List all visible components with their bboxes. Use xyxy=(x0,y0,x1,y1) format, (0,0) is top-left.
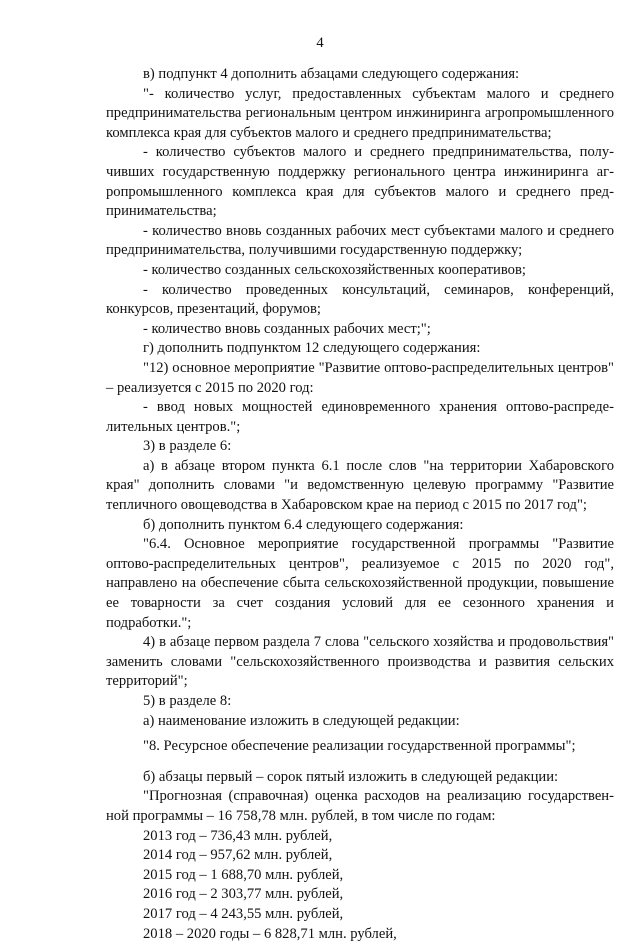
paragraph: "- количество услуг, предоставленных субъектам малого и среднего предпринимательства региональным центром инжиниринга агропромышленного комплекса края для субъектов малого и среднего предпринимательства; xyxy=(106,85,614,141)
paragraph: "8. Ресурсное обеспечение реализации государственной программы"; xyxy=(143,738,576,755)
paragraph: 3) в разделе 6: xyxy=(143,438,232,455)
paragraph: "6.4. Основное мероприятие государственной программы "Развитие оптово-распределительных центров", реализуемое с 2015 по 2020 год", направлено на обеспечение сбыта сельскохозяйственной продукции, повышение ее товарности за счет создания условий для ее сезонного хранения и подработки."; xyxy=(106,536,614,631)
year-amount-line: 2017 год – 4 243,55 млн. рублей, xyxy=(143,905,344,922)
page-number: 4 xyxy=(316,35,324,51)
year-amount-line: 2018 – 2020 годы – 6 828,71 млн. рублей, xyxy=(143,925,397,942)
yearly-amounts-list xyxy=(106,827,614,944)
document-body xyxy=(106,65,614,944)
year-amount-line: 2013 год – 736,43 млн. рублей, xyxy=(143,827,333,844)
paragraph: б) дополнить пунктом 6.4 следующего содержания: xyxy=(143,516,464,533)
paragraph: - количество субъектов малого и среднего предпринимательства, получивших государственную поддержку регионального центра инжиниринга агропромышленного комплекса края для субъектов малого и среднего предпринимательства; xyxy=(106,144,614,220)
paragraph: в) подпункт 4 дополнить абзацами следующего содержания: xyxy=(143,66,520,82)
paragraph: а) в абзаце втором пункта 6.1 после слов "на территории Хабаровского края" дополнить словами "и ведомственную целевую программу "Развитие тепличного овощеводства в Хабаровском крае на период с 2015 по 2017 год"; xyxy=(106,457,614,514)
paragraph: - количество вновь созданных рабочих мест субъектами малого и среднего предпринимательства, получившими государственную поддержку; xyxy=(106,222,614,259)
paragraph: 4) в абзаце первом раздела 7 слова "сельского хозяйства и продовольствия" заменить словами "сельскохозяйственного производства и развития сельских территорий"; xyxy=(106,634,614,690)
paragraph: "Прогнозная (справочная) оценка расходов на реализацию государственной программы – 16 758,78 млн. рублей, в том числе по годам: xyxy=(106,788,614,824)
year-amount-line: 2014 год – 957,62 млн. рублей, xyxy=(143,847,333,864)
paragraph: 5) в разделе 8: xyxy=(143,693,232,709)
paragraph: - количество проведенных консультаций, семинаров, конференций, конкурсов, презентаций, форумов; xyxy=(106,281,614,318)
paragraph: - ввод новых мощностей единовременного хранения оптово-распределительных центров."; xyxy=(106,399,614,435)
paragraph: а) наименование изложить в следующей редакции: xyxy=(143,712,460,729)
paragraph: б) абзацы первый – сорок пятый изложить в следующей редакции: xyxy=(143,768,559,785)
year-amount-line: 2015 год – 1 688,70 млн. рублей, xyxy=(143,866,344,883)
paragraph: - количество созданных сельскохозяйственных кооперативов; xyxy=(143,261,526,278)
year-amount-line: 2016 год – 2 303,77 млн. рублей, xyxy=(143,886,344,903)
paragraph: "12) основное мероприятие "Развитие оптово-распределительных центров" – реализуется с 2015 по 2020 год: xyxy=(106,359,614,396)
paragraph: г) дополнить подпунктом 12 следующего содержания: xyxy=(143,340,481,357)
paragraph: - количество вновь созданных рабочих мест;"; xyxy=(143,320,431,337)
